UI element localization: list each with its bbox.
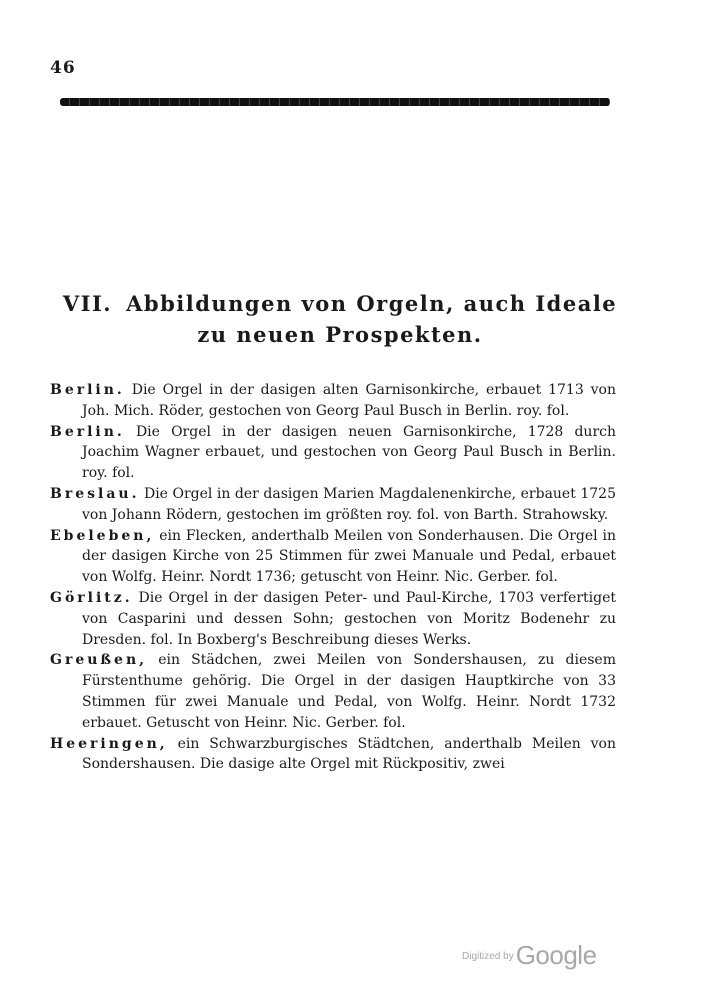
list-item [50, 380, 616, 422]
entry-place: Berlin. [50, 423, 125, 440]
list-item [50, 422, 616, 484]
list-item [50, 526, 616, 588]
section-heading [50, 288, 630, 350]
entry-text: ein Schwarzburgisches Städtchen, anderthalb Meilen von Sondershausen. Die dasige alte Orgel mit Rückpositiv, zwei [82, 735, 616, 773]
digitized-by-label: Digitized by [462, 951, 514, 962]
entry-list [50, 380, 616, 775]
ornamental-rule [60, 98, 610, 106]
entry-text: Die Orgel in der dasigen neuen Garnisonkirche, 1728 durch Joachim Wagner erbauet, und gestochen von Georg Paul Busch in Berlin. roy. fol. [82, 423, 616, 482]
entry-text: Die Orgel in der dasigen Marien Magdalenenkirche, erbauet 1725 von Johann Rödern, gestochen im größten roy. fol. von Barth. Strahowsky. [82, 485, 616, 523]
entry-place: Breslau. [50, 485, 140, 502]
page-number: 46 [50, 58, 76, 78]
entry-text: Die Orgel in der dasigen Peter- und Paul-Kirche, 1703 verfertiget von Casparini und dessen Sohn; gestochen von Moritz Bodenehr zu Dresden. fol. In Boxberg's Beschreibung dieses Werks. [82, 589, 616, 648]
entry-place: Görlitz. [50, 589, 133, 606]
entry-place: Berlin. [50, 382, 125, 398]
entry-place: Ebeleben, [50, 527, 155, 544]
entry-text: ein Städchen, zwei Meilen von Sondershausen, zu diesem Fürstenthume gehörig. Die Orgel in der dasigen Hauptkirche von 33 Stimmen für zwei Manuale und Pedal, von Wolfg. Heinr. Nordt 1732 erbauet. Getuscht von Heinr. Nic. Gerber. fol. [82, 652, 616, 731]
entry-text: ein Flecken, anderthalb Meilen von Sonderhausen. Die Orgel in der dasigen Kirche von 25 Stimmen für zwei Manuale und Pedal, erbauet von Wolfg. Heinr. Nordt 1736; getuscht von Heinr. Nic. Gerber. fol. [82, 527, 616, 586]
list-item [50, 650, 616, 733]
section-number: VII. [62, 291, 113, 316]
entry-text: Die Orgel in der dasigen alten Garnisonkirche, erbauet 1713 von Joh. Mich. Röder, gestochen von Georg Paul Busch in Berlin. roy. fol. [82, 382, 616, 419]
list-item [50, 734, 616, 776]
google-logo: Google [515, 940, 597, 970]
section-title: Abbildungen von Orgeln, auch Ideale zu neuen Prospekten. [126, 291, 618, 347]
list-item [50, 484, 616, 526]
entry-place: Greußen, [50, 652, 148, 669]
entry-place: Heeringen, [50, 735, 168, 752]
list-item [50, 588, 616, 650]
digitized-watermark [462, 940, 597, 971]
